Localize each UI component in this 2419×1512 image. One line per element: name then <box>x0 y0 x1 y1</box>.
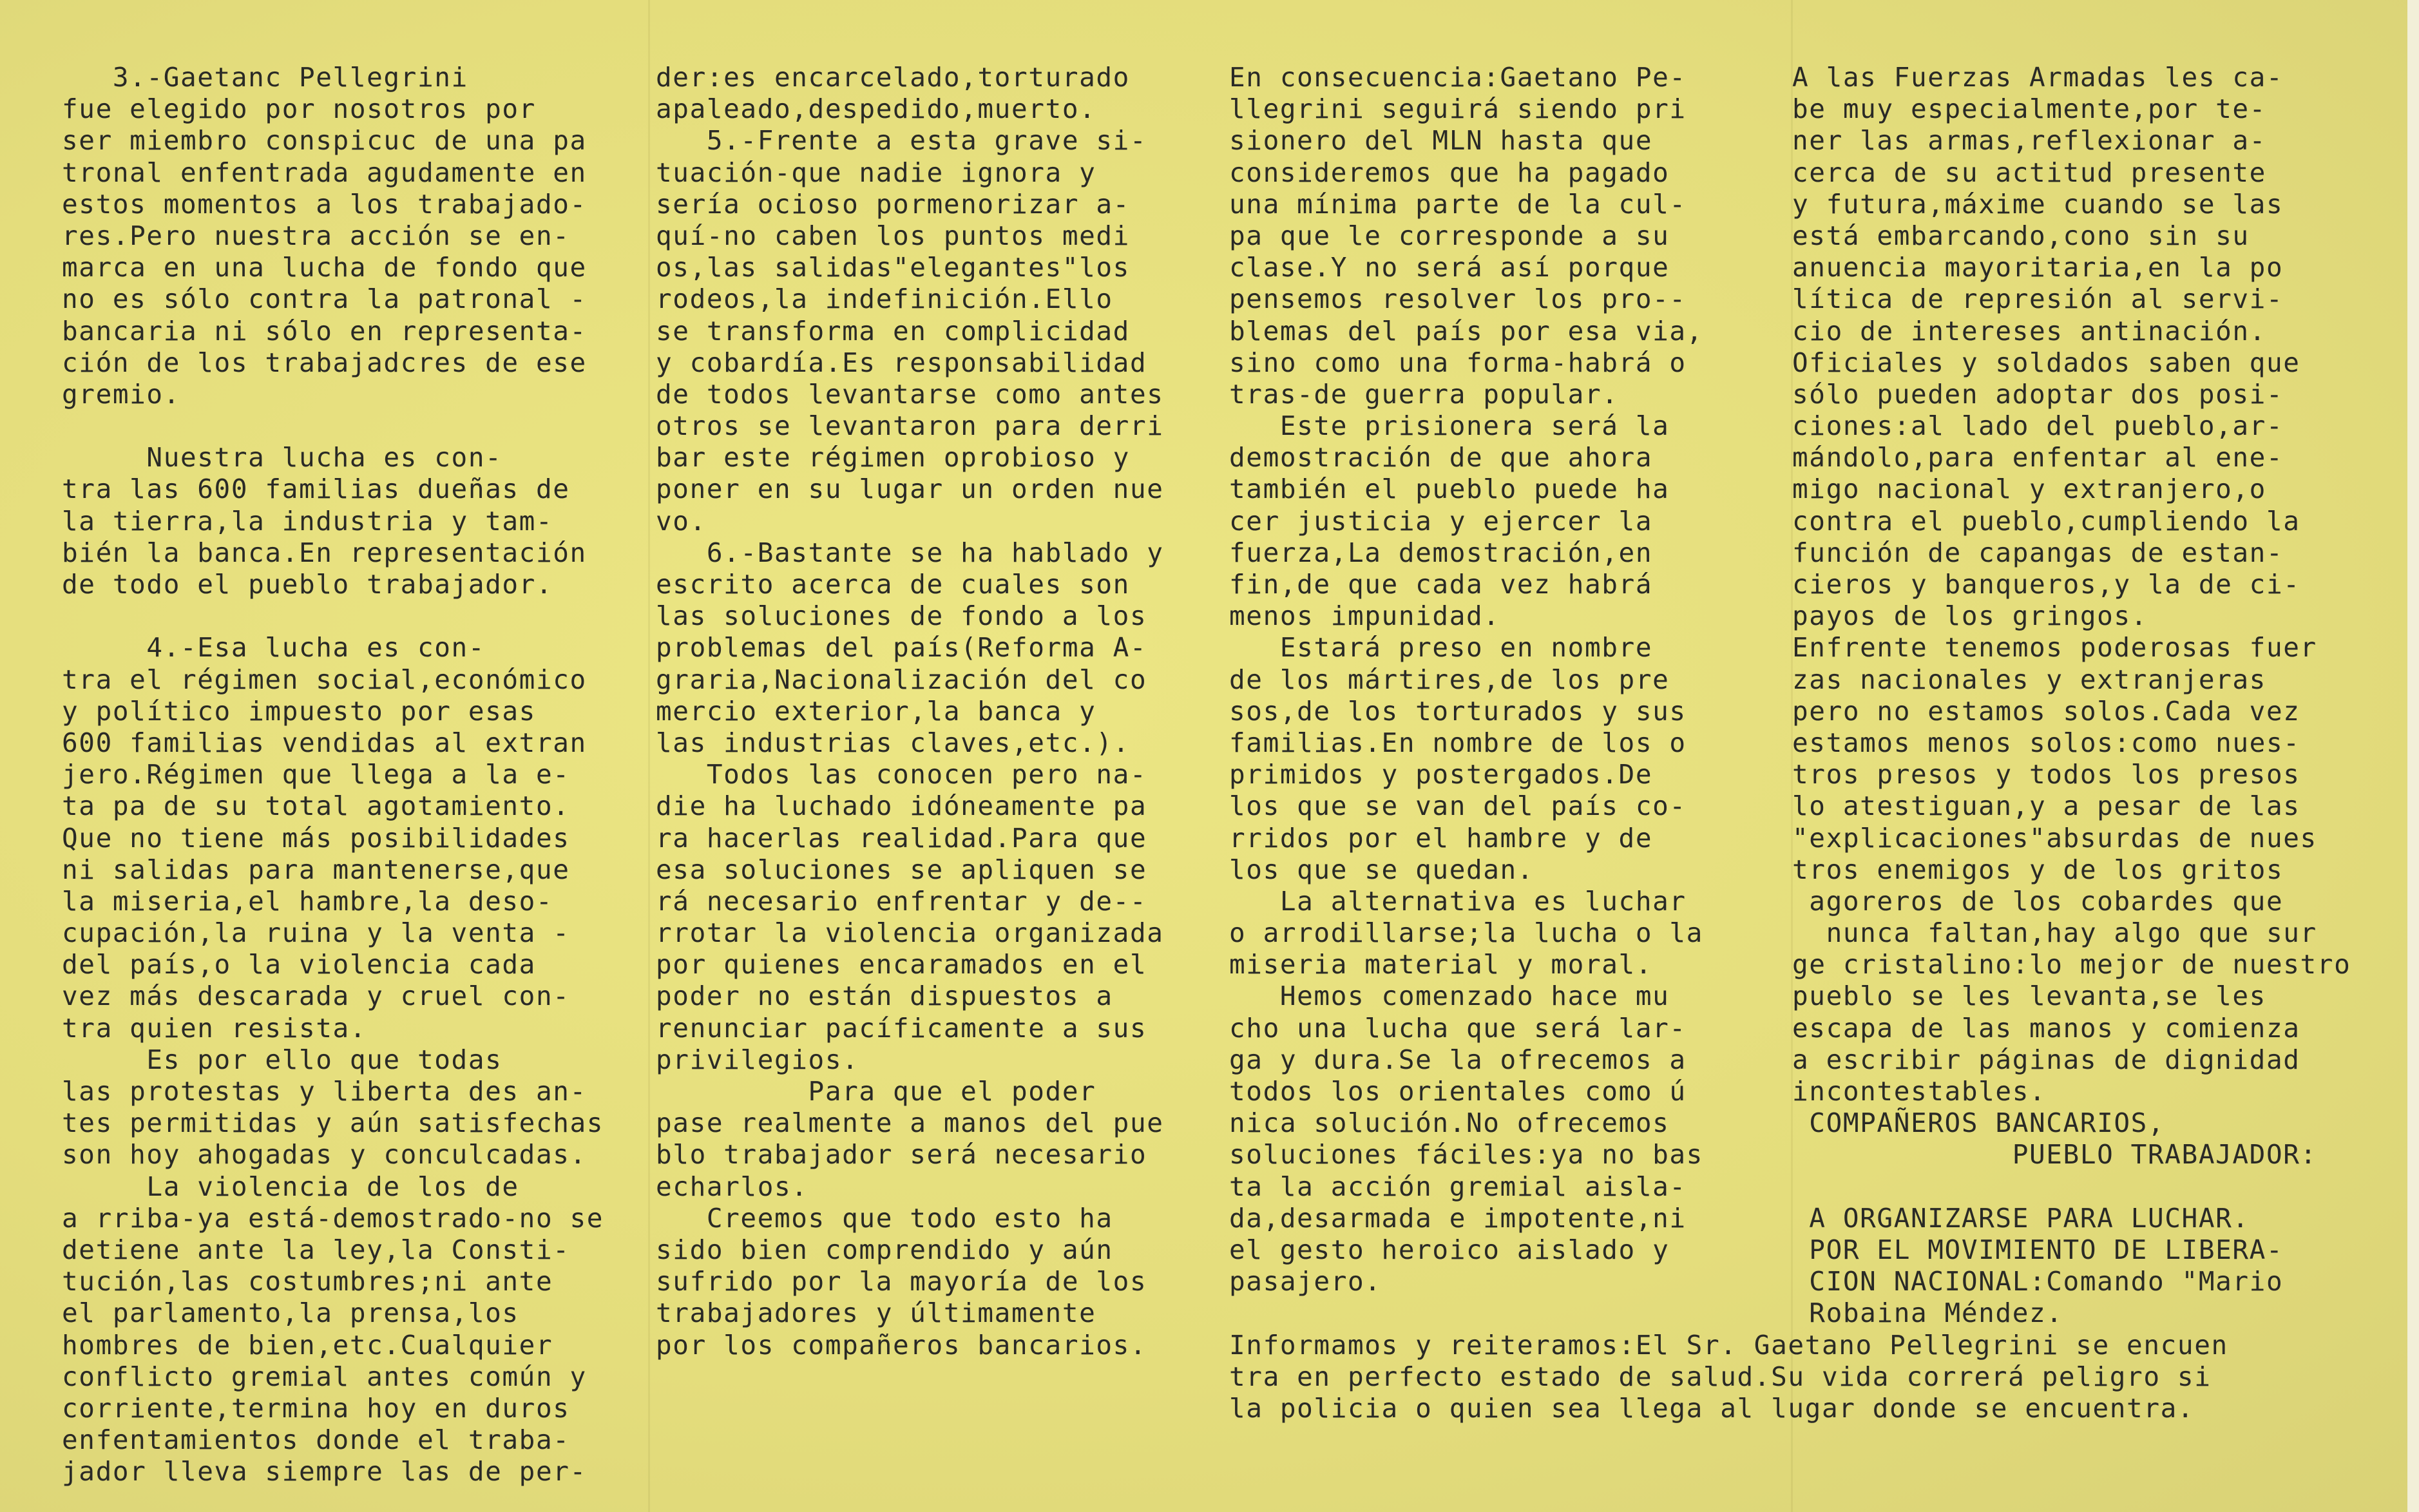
text-line: las industrias claves,etc.). <box>656 727 1130 758</box>
text-line: poner en su lugar un orden nue <box>656 474 1164 505</box>
text-line: rodeos,la indefinición.Ello <box>656 283 1113 315</box>
text-line: Que no tiene más posibilidades <box>62 822 570 854</box>
text-line: La alternativa es luchar <box>1229 885 1687 917</box>
text-line: blo trabajador será necesario <box>656 1139 1147 1171</box>
text-line: fue elegido por nosotros por <box>62 93 536 125</box>
text-line: sólo pueden adoptar dos posi- <box>1792 378 2284 410</box>
text-line: el parlamento,la prensa,los <box>62 1297 519 1329</box>
text-line: cer justicia y ejercer la <box>1229 505 1653 537</box>
text-line: rrotar la violencia organizada <box>656 917 1164 949</box>
text-line: cio de intereses antinación. <box>1792 315 2266 347</box>
text-line: la tierra,la industria y tam- <box>62 505 553 537</box>
text-line <box>62 600 661 632</box>
text-line: tra en perfecto estado de salud.Su vida correrá peligro si <box>1229 1361 2212 1392</box>
text-line: rá necesario enfrentar y de-- <box>656 885 1147 917</box>
text-line: se transforma en complicidad <box>656 315 1130 347</box>
text-line: Informamos y reiteramos:El Sr. Gaetano Pellegrini se encuen <box>1229 1329 2228 1361</box>
text-line: renunciar pacíficamente a sus <box>656 1012 1147 1044</box>
text-line: otros se levantaron para derri <box>656 410 1164 442</box>
text-line: "explicaciones"absurdas de nues <box>1792 822 2317 854</box>
text-line: detiene ante la ley,la Consti- <box>62 1234 570 1265</box>
text-line: de los mártires,de los pre <box>1229 664 1670 695</box>
text-line: o arrodillarse;la lucha o la <box>1229 917 1703 949</box>
text-line: gremio. <box>62 378 180 410</box>
text-line: tronal enfentrada agudamente en <box>62 157 587 188</box>
text-line: La violencia de los de <box>62 1171 519 1202</box>
text-line: Robaina Méndez. <box>1792 1297 2063 1329</box>
text-line: tra el régimen social,económico <box>62 664 587 695</box>
text-line <box>1792 1171 2411 1203</box>
text-line: el gesto heroico aislado y <box>1229 1234 1670 1265</box>
text-line: menos impunidad. <box>1229 600 1500 632</box>
text-line: blemas del país por esa via, <box>1229 315 1703 347</box>
text-line: poder no están dispuestos a <box>656 981 1113 1012</box>
text-line: lo atestiguan,y a pesar de las <box>1792 790 2300 822</box>
text-line: y futura,máxime cuando se las <box>1792 188 2284 220</box>
text-line: jador lleva siempre las de per- <box>62 1456 587 1488</box>
text-line: y político impuesto por esas <box>62 695 536 727</box>
text-line: por los compañeros bancarios. <box>656 1329 1147 1361</box>
text-column-1 <box>62 62 661 1488</box>
text-line: conflicto gremial antes común y <box>62 1361 587 1392</box>
text-line: ga y dura.Se la ofrecemos a <box>1229 1044 1687 1075</box>
text-line: pa que le corresponde a su <box>1229 220 1670 251</box>
text-line: ciones:al lado del pueblo,ar- <box>1792 410 2284 442</box>
text-column-2 <box>656 62 1255 1361</box>
text-line: Es por ello que todas <box>62 1044 502 1075</box>
text-line: ta la acción gremial aisla- <box>1229 1171 1687 1202</box>
text-line: cieros y banqueros,y la de ci- <box>1792 569 2300 600</box>
text-line: corriente,termina hoy en duros <box>62 1392 570 1424</box>
text-line: Enfrente tenemos poderosas fuer <box>1792 632 2317 664</box>
text-line: bién la banca.En representación <box>62 537 587 568</box>
text-line: escapa de las manos y comienza <box>1792 1012 2300 1044</box>
text-line: enfentamientos donde el traba- <box>62 1424 570 1456</box>
text-line: CION NACIONAL:Comando "Mario <box>1792 1266 2284 1297</box>
text-line: a rriba-ya está-demostrado-no se <box>62 1202 604 1234</box>
text-line: función de capangas de estan- <box>1792 537 2284 568</box>
text-line: lítica de represión al servi- <box>1792 283 2284 315</box>
text-line: tución,las costumbres;ni ante <box>62 1266 553 1297</box>
text-line: consideremos que ha pagado <box>1229 157 1670 188</box>
text-line: sino como una forma-habrá o <box>1229 347 1687 378</box>
text-line: POR EL MOVIMIENTO DE LIBERA- <box>1792 1234 2284 1265</box>
text-line: Nuestra lucha es con- <box>62 442 502 474</box>
text-line: jero.Régimen que llega a la e- <box>62 759 570 790</box>
text-line: anuencia mayoritaria,en la po <box>1792 252 2284 283</box>
text-line: fin,de que cada vez habrá <box>1229 569 1653 600</box>
text-line: graria,Nacionalización del co <box>656 664 1147 695</box>
text-line: 3.-Gaetanc Pellegrini <box>62 62 468 93</box>
text-line: apaleado,despedido,muerto. <box>656 93 1096 125</box>
text-line: ra hacerlas realidad.Para que <box>656 822 1147 854</box>
text-line: tes permitidas y aún satisfechas <box>62 1107 604 1139</box>
text-line: pensemos resolver los pro-- <box>1229 283 1687 315</box>
text-line: ni salidas para mantenerse,que <box>62 854 570 885</box>
text-line: por quienes encaramados en el <box>656 949 1147 981</box>
text-line: sionero del MLN hasta que <box>1229 125 1653 157</box>
text-line: quí-no caben los puntos medi <box>656 220 1130 251</box>
text-line: sufrido por la mayoría de los <box>656 1266 1147 1297</box>
text-line: cerca de su actitud presente <box>1792 157 2266 188</box>
text-line: y cobardía.Es responsabilidad <box>656 347 1147 378</box>
text-line: escrito acerca de cuales son <box>656 569 1130 600</box>
text-line: trabajadores y últimamente <box>656 1297 1096 1329</box>
text-line: der:es encarcelado,torturado <box>656 62 1130 93</box>
text-line: la policia o quien sea llega al lugar donde se encuentra. <box>1229 1392 2195 1424</box>
text-line: también el pueblo puede ha <box>1229 474 1670 505</box>
text-line: sos,de los torturados y sus <box>1229 695 1687 727</box>
text-line: pueblo se les levanta,se les <box>1792 981 2266 1012</box>
text-line: 5.-Frente a esta grave si- <box>656 125 1147 157</box>
text-line: bar este régimen oprobioso y <box>656 442 1130 474</box>
text-line: de todo el pueblo trabajador. <box>62 569 553 600</box>
text-line: ta pa de su total agotamiento. <box>62 790 570 822</box>
text-line: ge cristalino:lo mejor de nuestro <box>1792 949 2351 981</box>
text-line: cupación,la ruina y la venta - <box>62 917 570 949</box>
text-line: A ORGANIZARSE PARA LUCHAR. <box>1792 1202 2250 1234</box>
text-line: sería ocioso pormenorizar a- <box>656 188 1130 220</box>
text-line: pero no estamos solos.Cada vez <box>1792 695 2300 727</box>
text-line: las protestas y liberta des an- <box>62 1076 587 1107</box>
text-line: COMPAÑEROS BANCARIOS, <box>1792 1107 2165 1139</box>
text-line: Hemos comenzado hace mu <box>1229 981 1670 1012</box>
text-line: En consecuencia:Gaetano Pe- <box>1229 62 1687 93</box>
text-line: tra quien resista. <box>62 1012 367 1044</box>
paper-edge <box>2407 0 2419 1512</box>
text-line: nica solución.No ofrecemos <box>1229 1107 1670 1139</box>
text-line: cho una lucha que será lar- <box>1229 1012 1687 1044</box>
text-line: zas nacionales y extranjeras <box>1792 664 2266 695</box>
text-line: estamos menos solos:como nues- <box>1792 727 2300 758</box>
text-line: tros presos y todos los presos <box>1792 759 2300 790</box>
text-column-4 <box>1792 62 2411 1337</box>
text-line: payos de los gringos. <box>1792 600 2148 632</box>
text-line: PUEBLO TRABAJADOR: <box>1792 1139 2317 1171</box>
text-line: tra las 600 familias dueñas de <box>62 474 570 505</box>
text-line: son hoy ahogadas y conculcadas. <box>62 1139 587 1171</box>
text-line: fuerza,La demostración,en <box>1229 537 1653 568</box>
text-line: a escribir páginas de dignidad <box>1792 1044 2300 1075</box>
text-line: marca en una lucha de fondo que <box>62 252 587 283</box>
text-line: demostración de que ahora <box>1229 442 1653 474</box>
text-line: A las Fuerzas Armadas les ca- <box>1792 62 2284 93</box>
text-line: está embarcando,cono sin su <box>1792 220 2250 251</box>
text-line: die ha luchado idóneamente pa <box>656 790 1147 822</box>
text-line: 6.-Bastante se ha hablado y <box>656 537 1164 568</box>
text-line: Estará preso en nombre <box>1229 632 1653 664</box>
text-line: esa soluciones se apliquen se <box>656 854 1147 885</box>
text-line: problemas del país(Reforma A- <box>656 632 1147 664</box>
text-line: ción de los trabajadcres de ese <box>62 347 587 378</box>
text-line: privilegios. <box>656 1044 859 1075</box>
text-line: pase realmente a manos del pue <box>656 1107 1164 1139</box>
text-line: sido bien comprendido y aún <box>656 1234 1113 1265</box>
text-line: soluciones fáciles:ya no bas <box>1229 1139 1703 1171</box>
text-line: 600 familias vendidas al extran <box>62 727 587 758</box>
text-line: no es sólo contra la patronal - <box>62 283 587 315</box>
text-line: todos los orientales como ú <box>1229 1076 1687 1107</box>
text-line: tuación-que nadie ignora y <box>656 157 1096 188</box>
text-line: rridos por el hambre y de <box>1229 822 1653 854</box>
text-line: de todos levantarse como antes <box>656 378 1164 410</box>
text-line: una mínima parte de la cul- <box>1229 188 1687 220</box>
text-line: incontestables. <box>1792 1076 2047 1107</box>
text-line: mándolo,para enfentar al ene- <box>1792 442 2284 474</box>
text-line: agoreros de los cobardes que <box>1792 885 2284 917</box>
text-line: os,las salidas"elegantes"los <box>656 252 1130 283</box>
text-line: las soluciones de fondo a los <box>656 600 1147 632</box>
text-line <box>62 410 661 442</box>
text-line: familias.En nombre de los o <box>1229 727 1687 758</box>
text-line: miseria material y moral. <box>1229 949 1653 981</box>
text-line: echarlos. <box>656 1171 808 1202</box>
text-line: res.Pero nuestra acción se en- <box>62 220 570 251</box>
text-line: tros enemigos y de los gritos <box>1792 854 2284 885</box>
text-line: mercio exterior,la banca y <box>656 695 1096 727</box>
text-line: 4.-Esa lucha es con- <box>62 632 486 664</box>
text-line: Para que el poder <box>656 1076 1096 1107</box>
text-line: nunca faltan,hay algo que sur <box>1792 917 2317 949</box>
text-line: ner las armas,reflexionar a- <box>1792 125 2266 157</box>
text-line: estos momentos a los trabajado- <box>62 188 587 220</box>
text-line: da,desarmada e impotente,ni <box>1229 1202 1687 1234</box>
text-line: llegrini seguirá siendo pri <box>1229 93 1687 125</box>
text-line: tras-de guerra popular. <box>1229 378 1619 410</box>
text-line: contra el pueblo,cumpliendo la <box>1792 505 2300 537</box>
text-line: del país,o la violencia cada <box>62 949 536 981</box>
text-line: migo nacional y extranjero,o <box>1792 474 2266 505</box>
text-line: la miseria,el hambre,la deso- <box>62 885 553 917</box>
text-line: los que se van del país co- <box>1229 790 1687 822</box>
text-line: pasajero. <box>1229 1266 1382 1297</box>
text-line: primidos y postergados.De <box>1229 759 1653 790</box>
text-line: bancaria ni sólo en representa- <box>62 315 587 347</box>
text-line: Todos las conocen pero na- <box>656 759 1147 790</box>
text-line: vo. <box>656 505 707 537</box>
text-line: hombres de bien,etc.Cualquier <box>62 1329 553 1361</box>
text-line: vez más descarada y cruel con- <box>62 981 570 1012</box>
text-line: ser miembro conspicuc de una pa <box>62 125 587 157</box>
text-line: Este prisionera será la <box>1229 410 1670 442</box>
text-line: clase.Y no será así porque <box>1229 252 1670 283</box>
text-line: Oficiales y soldados saben que <box>1792 347 2300 378</box>
text-line: be muy especialmente,por te- <box>1792 93 2266 125</box>
text-line: Creemos que todo esto ha <box>656 1202 1113 1234</box>
text-line: los que se quedan. <box>1229 854 1535 885</box>
